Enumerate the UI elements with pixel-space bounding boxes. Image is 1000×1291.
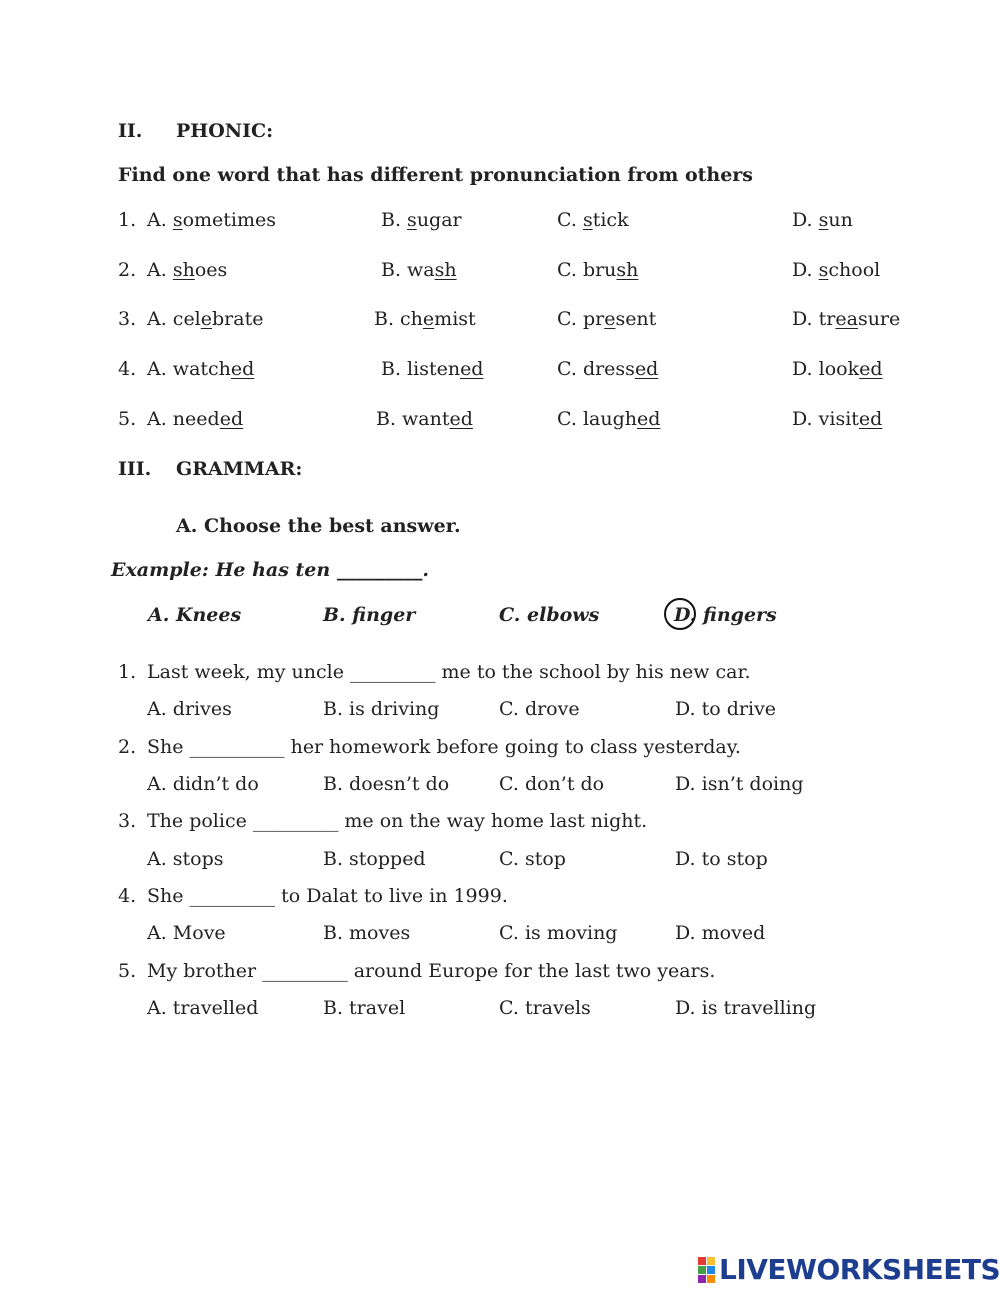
grammar-question-number: 4. (118, 885, 137, 907)
phonic-option-d[interactable] (792, 410, 882, 429)
underlined-sound: e (422, 308, 435, 330)
option-text: B. wa (381, 259, 435, 281)
grammar-option-c[interactable]: C. drove (499, 698, 580, 720)
grammar-option-a[interactable]: A. travelled (147, 997, 259, 1019)
example-option-c: C. elbows (499, 604, 600, 626)
phonic-question-number: 3. (118, 308, 137, 330)
option-text: D. look (792, 358, 860, 380)
phonic-option-c[interactable] (557, 410, 660, 429)
example-option-a: A. Knees (148, 604, 242, 626)
underlined-sound: s (172, 209, 183, 231)
grammar-option-d[interactable]: D. to drive (675, 698, 777, 720)
option-text: sure (857, 308, 901, 330)
logo-block (698, 1275, 706, 1283)
grammar-option-a[interactable]: A. stops (147, 848, 224, 870)
example-sentence: Example: He has ten _________. (111, 559, 429, 581)
grammar-option-d[interactable]: D. moved (675, 922, 766, 944)
option-text: D. (792, 209, 819, 231)
option-text: A. (147, 259, 173, 281)
phonic-option-b[interactable] (376, 410, 473, 429)
underlined-sound: s (818, 209, 829, 231)
option-text: C. laugh (557, 408, 637, 430)
underlined-sound: s (407, 209, 417, 231)
phonic-option-c[interactable] (557, 261, 638, 280)
phonic-option-a[interactable] (147, 310, 263, 329)
option-text: brate (212, 308, 264, 330)
option-text: chool (828, 259, 881, 281)
grammar-option-a[interactable]: A. didn’t do (147, 773, 259, 795)
liveworksheets-logo (698, 1255, 1000, 1285)
example-option-d: D. fingers (674, 604, 777, 626)
underlined-sound: ed (634, 358, 659, 380)
option-text: un (828, 209, 853, 231)
underlined-sound: ed (636, 408, 661, 430)
grammar-option-b[interactable]: B. moves (323, 922, 411, 944)
grammar-question-text: My brother _________ around Europe for the last two years. (147, 960, 716, 982)
logo-block (707, 1257, 715, 1265)
grammar-question-number: 2. (118, 736, 137, 758)
grammar-option-d[interactable]: D. isn’t doing (675, 773, 804, 795)
underlined-sound: s (818, 259, 829, 281)
underlined-sound: e (604, 308, 616, 330)
logo-block (698, 1266, 706, 1274)
logo-text: LIVEWORKSHEETS (719, 1253, 1000, 1286)
grammar-question-text: Last week, my uncle _________ me to the school by his new car. (147, 661, 751, 683)
phonic-option-b[interactable] (381, 211, 462, 230)
section-3-title: GRAMMAR: (176, 458, 303, 480)
phonic-option-a[interactable] (147, 261, 227, 280)
answer-circle-mark (664, 598, 696, 630)
option-text: B. (381, 209, 408, 231)
option-text: D. tr (792, 308, 836, 330)
phonic-option-b[interactable] (381, 261, 457, 280)
option-text: C. bru (557, 259, 617, 281)
example-option-b: B. finger (323, 604, 416, 626)
option-text: mist (434, 308, 476, 330)
phonic-option-b[interactable] (381, 360, 483, 379)
phonic-option-d[interactable] (792, 261, 880, 280)
phonic-question-number: 4. (118, 358, 137, 380)
option-text: oes (194, 259, 228, 281)
underlined-sound: ed (859, 358, 883, 380)
grammar-option-c[interactable]: C. is moving (499, 922, 618, 944)
section-3-number: III. (118, 458, 152, 480)
phonic-option-b[interactable] (374, 310, 476, 329)
grammar-option-b[interactable]: B. doesn’t do (323, 773, 450, 795)
phonic-option-a[interactable] (147, 410, 243, 429)
option-text: A. (147, 209, 173, 231)
phonic-option-a[interactable] (147, 360, 254, 379)
grammar-option-a[interactable]: A. drives (147, 698, 232, 720)
underlined-sound: e (200, 308, 213, 330)
logo-block (707, 1266, 715, 1274)
phonic-question-number: 5. (118, 408, 137, 430)
option-text: sent (615, 308, 657, 330)
underlined-sound: ed (460, 358, 484, 380)
grammar-option-d[interactable]: D. to stop (675, 848, 768, 870)
option-text: D. (792, 259, 819, 281)
phonic-option-c[interactable] (557, 310, 656, 329)
underlined-sound: ed (858, 408, 883, 430)
option-text: B. want (376, 408, 450, 430)
grammar-question-number: 1. (118, 661, 137, 683)
grammar-option-b[interactable]: B. is driving (323, 698, 440, 720)
option-text: C. (557, 209, 583, 231)
phonic-option-d[interactable] (792, 310, 900, 329)
phonic-instruction: Find one word that has different pronunciation from others (118, 164, 754, 186)
grammar-option-b[interactable]: B. stopped (323, 848, 426, 870)
grammar-question-number: 5. (118, 960, 137, 982)
option-text: D. visit (792, 408, 859, 430)
underlined-sound: ea (835, 308, 858, 330)
underlined-sound: sh (616, 259, 639, 281)
grammar-question-number: 3. (118, 810, 137, 832)
phonic-option-c[interactable] (557, 211, 629, 230)
grammar-option-d[interactable]: D. is travelling (675, 997, 817, 1019)
underlined-sound: s (582, 209, 593, 231)
logo-block (698, 1257, 706, 1265)
phonic-question-number: 2. (118, 259, 137, 281)
option-text: A. need (147, 408, 220, 430)
option-text: B. ch (374, 308, 423, 330)
option-text: B. listen (381, 358, 461, 380)
section-2-number: II. (118, 120, 143, 142)
underlined-sound: ed (219, 408, 244, 430)
logo-blocks-icon (698, 1257, 715, 1283)
underlined-sound: ed (230, 358, 255, 380)
underlined-sound: sh (434, 259, 457, 281)
underlined-sound: sh (172, 259, 195, 281)
logo-block (707, 1275, 715, 1283)
grammar-question-text: She _________ to Dalat to live in 1999. (147, 885, 508, 907)
grammar-option-c[interactable]: C. travels (499, 997, 591, 1019)
phonic-option-d[interactable] (792, 211, 853, 230)
grammar-option-a[interactable]: A. Move (147, 922, 226, 944)
grammar-option-c[interactable]: C. stop (499, 848, 566, 870)
option-text: A. cel (147, 308, 201, 330)
grammar-question-text: The police _________ me on the way home last night. (147, 810, 648, 832)
option-text: C. dress (557, 358, 635, 380)
option-text: A. watch (147, 358, 231, 380)
option-text: ometimes (182, 209, 277, 231)
phonic-option-a[interactable] (147, 211, 276, 230)
option-text: C. pr (557, 308, 605, 330)
section-2-title: PHONIC: (176, 120, 274, 142)
grammar-option-b[interactable]: B. travel (323, 997, 406, 1019)
grammar-question-text: She __________ her homework before going to class yesterday. (147, 736, 741, 758)
grammar-option-c[interactable]: C. don’t do (499, 773, 605, 795)
phonic-option-c[interactable] (557, 360, 658, 379)
phonic-option-d[interactable] (792, 360, 883, 379)
part-a-heading: A. Choose the best answer. (176, 515, 461, 537)
option-text: ugar (416, 209, 462, 231)
phonic-question-number: 1. (118, 209, 137, 231)
underlined-sound: ed (449, 408, 473, 430)
option-text: tick (592, 209, 629, 231)
